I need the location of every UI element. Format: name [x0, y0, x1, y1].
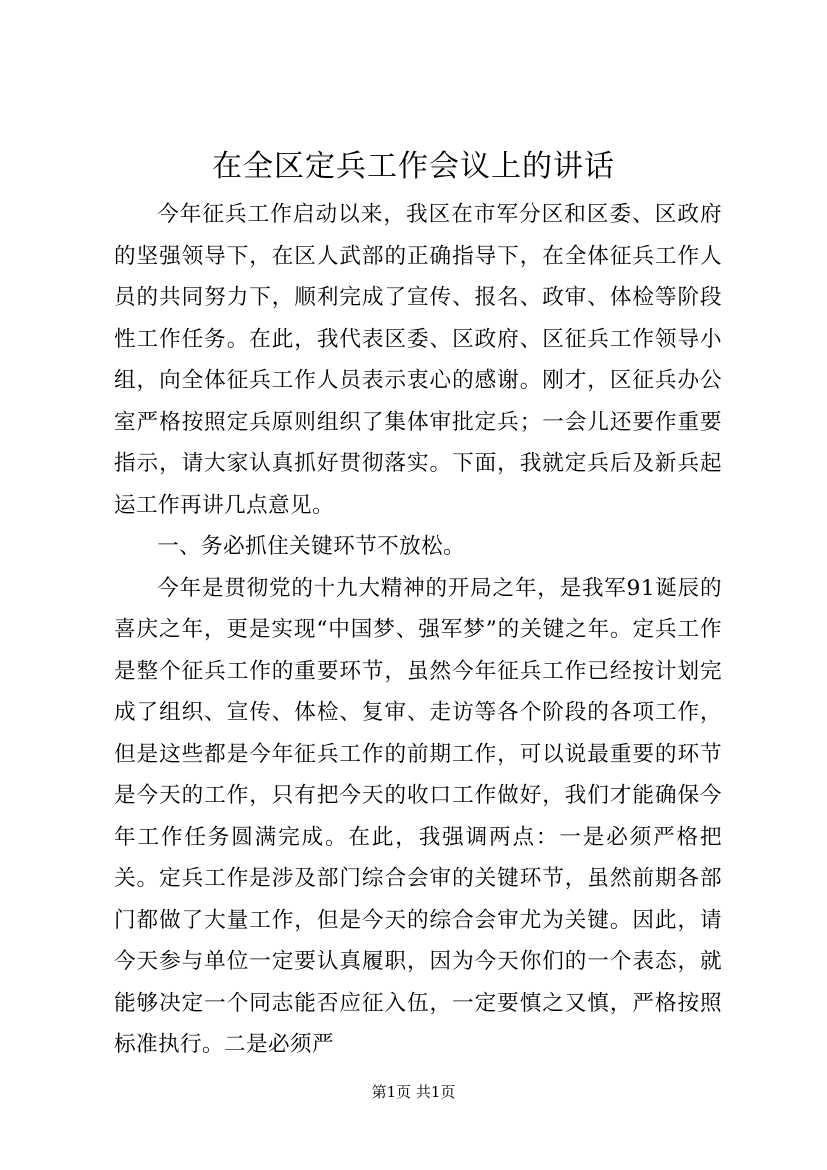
page-footer: 第1页 共1页 [371, 1083, 456, 1101]
document-title: 在全区定兵工作会议上的讲话 [212, 149, 615, 184]
paragraph-intro: 今年征兵工作启动以来，我区在市军分区和区委、区政府的坚强领导下，在区人武部的正确指导下，在全体征兵工作人员的共同努力下，顺利完成了宣传、报名、政审、体检等阶段性工作任务。在此，我代表区委、区政府、区征兵工作领导小组，向全体征兵工作人员表示衷心的感谢。刚才，区征兵办公室严格按照定兵原则组织了集体审批定兵；一会儿还要作重要指示，请大家认真抓好贯彻落实。下面，我就定兵后及新兵起运工作再讲几点意见。 [114, 202, 722, 518]
paragraph-section-1: 今年是贯彻党的十九大精神的开局之年，是我军91诞辰的喜庆之年，更是实现“中国梦、强军梦”的关键之年。定兵工作是整个征兵工作的重要环节，虽然今年征兵工作已经按计划完成了组织、宣传、体检、复审、走访等各个阶段的各项工作，但是这些都是今年征兵工作的前期工作，可以说最重要的环节是今天的工作，只有把今天的收口工作做好，我们才能确保今年工作任务圆满完成。在此，我强调两点：一是必须严格把关。定兵工作是涉及部门综合会审的关键环节，虽然前期各部门都做了大量工作，但是今天的综合会审尤为关键。因此，请今天参与单位一定要认真履职，因为今天你们的一个表态，就能够决定一个同志能否应征入伍，一定要慎之又慎，严格按照标准执行。二是必须严 [114, 575, 722, 1057]
paragraph-heading-1: 一、务必抓住关键环节不放松。 [157, 534, 466, 559]
document-body [114, 194, 722, 1066]
